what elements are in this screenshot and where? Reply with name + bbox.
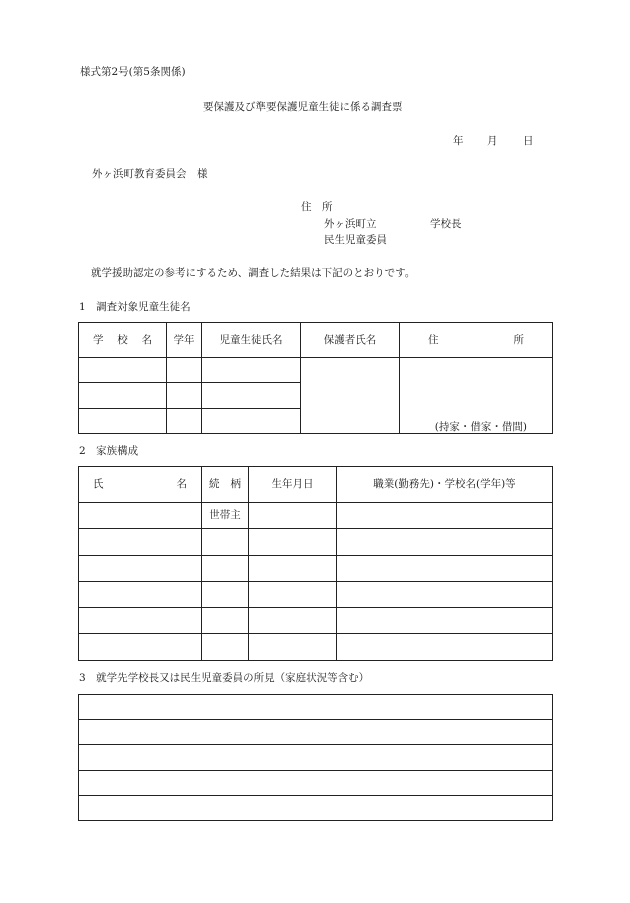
- cell-student-1[interactable]: [202, 358, 301, 383]
- family-job-4[interactable]: [337, 582, 553, 608]
- sender-school-suffix: 学校長: [430, 218, 462, 230]
- cell-grade-3[interactable]: [167, 409, 202, 434]
- family-relation-6[interactable]: [202, 634, 249, 661]
- header-relationship: 続 柄: [202, 467, 249, 503]
- opinion-table: [78, 694, 553, 821]
- addressee: 外ヶ浜町教育委員会 様: [92, 168, 208, 180]
- date-year: 年: [453, 135, 464, 147]
- family-birth-1[interactable]: [249, 503, 337, 529]
- family-birth-5[interactable]: [249, 608, 337, 634]
- header-school-name: 学 校 名: [79, 323, 167, 358]
- family-name-4[interactable]: [79, 582, 202, 608]
- sender-welfare-commissioner: 民生児童委員: [324, 234, 387, 246]
- family-job-6[interactable]: [337, 634, 553, 661]
- family-job-5[interactable]: [337, 608, 553, 634]
- section3-heading: 3 就学先学校長又は民生児童委員の所見（家庭状況等含む）: [79, 672, 370, 684]
- cell-grade-2[interactable]: [167, 383, 202, 409]
- target-student-table: [78, 322, 553, 434]
- family-relation-4[interactable]: [202, 582, 249, 608]
- cell-student-3[interactable]: [202, 409, 301, 434]
- cell-guardian[interactable]: [301, 358, 400, 434]
- family-job-2[interactable]: [337, 529, 553, 556]
- family-birth-4[interactable]: [249, 582, 337, 608]
- header-occupation: 職業(勤務先)・学校名(学年)等: [337, 467, 553, 503]
- header-name: 氏 名: [79, 467, 202, 503]
- date-day: 日: [523, 135, 534, 147]
- opinion-line-1[interactable]: [79, 695, 553, 720]
- opinion-line-3[interactable]: [79, 745, 553, 771]
- family-name-6[interactable]: [79, 634, 202, 661]
- family-name-5[interactable]: [79, 608, 202, 634]
- family-relation-1: 世帯主: [202, 503, 249, 529]
- opinion-line-4[interactable]: [79, 771, 553, 796]
- intro-text: 就学援助認定の参考にするため、調査した結果は下記のとおりです。: [91, 267, 416, 279]
- family-relation-3[interactable]: [202, 556, 249, 582]
- cell-grade-1[interactable]: [167, 358, 202, 383]
- family-name-2[interactable]: [79, 529, 202, 556]
- section1-heading: 1 調査対象児童生徒名: [79, 301, 191, 313]
- header-birthdate: 生年月日: [249, 467, 337, 503]
- family-relation-5[interactable]: [202, 608, 249, 634]
- family-table: [78, 466, 553, 661]
- family-birth-6[interactable]: [249, 634, 337, 661]
- cell-address[interactable]: [400, 358, 553, 434]
- family-birth-3[interactable]: [249, 556, 337, 582]
- family-job-3[interactable]: [337, 556, 553, 582]
- housing-type: (持家・借家・借間): [434, 420, 527, 433]
- opinion-line-2[interactable]: [79, 720, 553, 745]
- cell-school-2[interactable]: [79, 383, 167, 409]
- family-job-1[interactable]: [337, 503, 553, 529]
- header-grade: 学年: [167, 323, 202, 358]
- family-birth-2[interactable]: [249, 529, 337, 556]
- header-student-name: 児童生徒氏名: [202, 323, 301, 358]
- cell-school-1[interactable]: [79, 358, 167, 383]
- family-relation-2[interactable]: [202, 529, 249, 556]
- form-number: 様式第2号(第5条関係): [80, 66, 186, 78]
- header-address: 住 所: [400, 323, 553, 358]
- sender-school-prefix: 外ヶ浜町立: [324, 218, 377, 230]
- family-name-3[interactable]: [79, 556, 202, 582]
- document-title: 要保護及び準要保護児童生徒に係る調査票: [203, 101, 403, 113]
- family-name-1[interactable]: [79, 503, 202, 529]
- date-month: 月: [487, 135, 498, 147]
- cell-school-3[interactable]: [79, 409, 167, 434]
- header-guardian-name: 保護者氏名: [301, 323, 400, 358]
- opinion-line-5[interactable]: [79, 796, 553, 821]
- address-label: 住 所: [301, 201, 333, 213]
- cell-student-2[interactable]: [202, 383, 301, 409]
- section2-heading: 2 家族構成: [79, 445, 139, 457]
